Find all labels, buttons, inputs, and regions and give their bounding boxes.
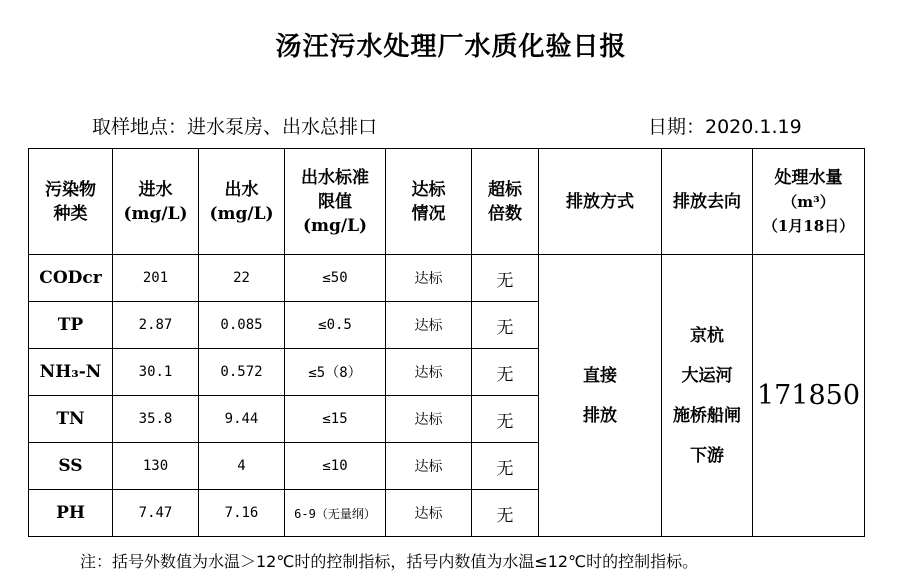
cell-pollutant: NH₃-N	[29, 349, 113, 396]
footnote: 注：括号外数值为水温＞12℃时的控制指标，括号内数值为水温≤12℃时的控制指标。	[80, 552, 699, 571]
cell-influent: 130	[113, 443, 199, 490]
water-quality-table	[28, 148, 865, 537]
cell-compliance: 达标	[386, 302, 472, 349]
cell-influent: 2.87	[113, 302, 199, 349]
header-discharge-method: 排放方式	[539, 149, 662, 255]
cell-exceed: 无	[472, 302, 539, 349]
cell-effluent: 7.16	[199, 490, 285, 537]
cell-exceed: 无	[472, 396, 539, 443]
table-header-row	[29, 149, 865, 255]
cell-standard: ≤10	[285, 443, 386, 490]
cell-compliance: 达标	[386, 349, 472, 396]
header-effluent: 出水 (mg/L)	[199, 149, 285, 255]
header-pollutant: 污染物 种类	[29, 149, 113, 255]
cell-effluent: 4	[199, 443, 285, 490]
cell-influent: 7.47	[113, 490, 199, 537]
cell-effluent: 0.572	[199, 349, 285, 396]
cell-pollutant: PH	[29, 490, 113, 537]
cell-standard: ≤50	[285, 255, 386, 302]
cell-exceed: 无	[472, 255, 539, 302]
cell-exceed: 无	[472, 349, 539, 396]
header-discharge-destination: 排放去向	[662, 149, 753, 255]
cell-discharge-method: 直接 排放	[539, 255, 662, 537]
cell-standard: ≤0.5	[285, 302, 386, 349]
header-standard: 出水标准 限值 (mg/L)	[285, 149, 386, 255]
cell-influent: 35.8	[113, 396, 199, 443]
cell-compliance: 达标	[386, 396, 472, 443]
cell-standard: ≤15	[285, 396, 386, 443]
table-row	[29, 255, 865, 302]
header-exceed: 超标 倍数	[472, 149, 539, 255]
report-title: 汤汪污水处理厂水质化验日报	[275, 32, 627, 62]
cell-standard: 6-9（无量纲）	[285, 490, 386, 537]
cell-standard: ≤5（8）	[285, 349, 386, 396]
header-influent: 进水 (mg/L)	[113, 149, 199, 255]
cell-volume: 171850	[753, 255, 865, 537]
cell-influent: 30.1	[113, 349, 199, 396]
cell-pollutant: TP	[29, 302, 113, 349]
cell-effluent: 9.44	[199, 396, 285, 443]
cell-compliance: 达标	[386, 490, 472, 537]
cell-effluent: 0.085	[199, 302, 285, 349]
cell-compliance: 达标	[386, 255, 472, 302]
sampling-location: 取样地点：进水泵房、出水总排口	[92, 116, 378, 138]
cell-influent: 201	[113, 255, 199, 302]
cell-compliance: 达标	[386, 443, 472, 490]
cell-effluent: 22	[199, 255, 285, 302]
cell-pollutant: TN	[29, 396, 113, 443]
cell-discharge-destination: 京杭 大运河 施桥船闸 下游	[662, 255, 753, 537]
header-volume: 处理水量 （m³） （1月18日）	[753, 149, 865, 255]
report-date: 日期：2020.1.19	[648, 116, 802, 138]
cell-exceed: 无	[472, 443, 539, 490]
cell-exceed: 无	[472, 490, 539, 537]
header-compliance: 达标 情况	[386, 149, 472, 255]
cell-pollutant: CODcr	[29, 255, 113, 302]
cell-pollutant: SS	[29, 443, 113, 490]
